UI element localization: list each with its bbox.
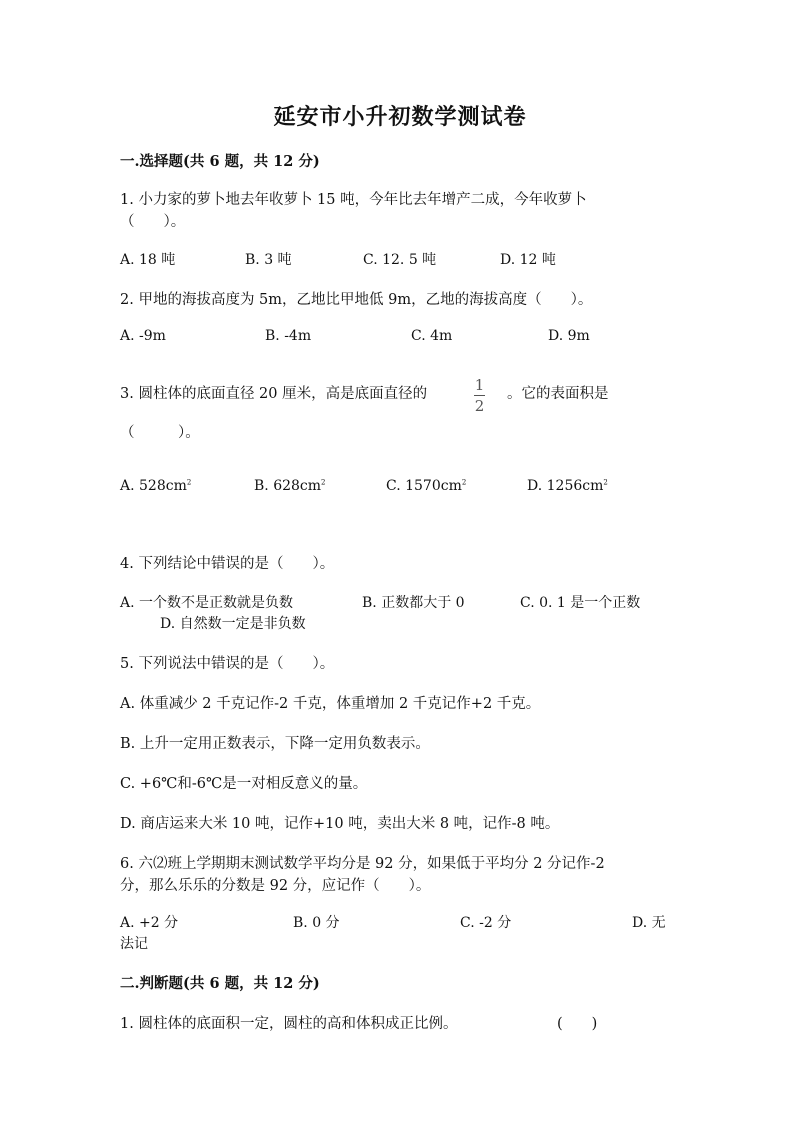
q5-option-b: B. 上升一定用正数表示，下降一定用负数表示。 bbox=[120, 736, 430, 752]
q2-option-d: D. 9m bbox=[548, 328, 590, 344]
question-3-text: 3. 圆柱体的底面直径 20 厘米，高是底面直径的 bbox=[120, 386, 428, 402]
question-1-bracket: （ ）。 bbox=[120, 214, 186, 230]
fraction-one-half bbox=[474, 375, 485, 415]
q2-option-a: A. -9m bbox=[120, 328, 166, 344]
q5-option-d: D. 商店运来大米 10 吨，记作+10 吨，卖出大米 8 吨，记作-8 吨。 bbox=[120, 816, 560, 832]
section-heading-judgment: 二.判断题(共 6 题，共 12 分) bbox=[120, 975, 320, 992]
q3-option-d-label: D. 1256cm bbox=[527, 478, 604, 494]
fraction-bar bbox=[474, 395, 485, 396]
judgment-1-bracket: ( ) bbox=[557, 1016, 598, 1032]
q3-option-d-sup: 2 bbox=[603, 478, 608, 487]
q5-option-c: C. +6℃和-6℃是一对相反意义的量。 bbox=[120, 776, 368, 792]
question-6-text: 6. 六⑵班上学期期末测试数学平均分是 92 分，如果低于平均分 2 分记作-2 bbox=[120, 856, 605, 872]
page-title: 延安市小升初数学测试卷 bbox=[273, 104, 527, 130]
q3-option-b bbox=[254, 478, 326, 494]
q3-option-c-label: C. 1570cm bbox=[386, 478, 462, 494]
q4-option-d: D. 自然数一定是非负数 bbox=[160, 616, 306, 632]
q3-option-b-label: B. 628cm bbox=[254, 478, 322, 494]
q1-option-a: A. 18 吨 bbox=[120, 252, 176, 268]
question-3-bracket: （ ）。 bbox=[120, 425, 200, 441]
q3-option-a bbox=[120, 478, 191, 494]
q5-option-a: A. 体重减少 2 千克记作-2 千克，体重增加 2 千克记作+2 千克。 bbox=[120, 696, 541, 712]
q3-option-b-sup: 2 bbox=[321, 478, 326, 487]
q3-option-a-sup: 2 bbox=[186, 478, 192, 487]
q6-option-b: B. 0 分 bbox=[293, 915, 340, 931]
q2-option-c: C. 4m bbox=[411, 328, 453, 344]
q4-option-b: B. 正数都大于 0 bbox=[362, 595, 465, 611]
q1-option-c: C. 12. 5 吨 bbox=[363, 252, 437, 268]
q1-option-b: B. 3 吨 bbox=[245, 252, 292, 268]
q1-option-d: D. 12 吨 bbox=[500, 252, 556, 268]
q3-option-c-sup: 2 bbox=[461, 478, 467, 487]
q6-option-d: D. 无 bbox=[632, 915, 666, 931]
question-4-text: 4. 下列结论中错误的是（ ）。 bbox=[120, 556, 335, 572]
question-2-text: 2. 甲地的海拔高度为 5m，乙地比甲地低 9m，乙地的海拔高度（ ）。 bbox=[120, 292, 593, 308]
question-5-text: 5. 下列说法中错误的是（ ）。 bbox=[120, 656, 335, 672]
q4-option-a: A. 一个数不是正数就是负数 bbox=[120, 595, 294, 611]
q3-option-a-label: A. 528cm bbox=[120, 478, 187, 494]
q6-option-d-wrap: 法记 bbox=[120, 936, 148, 952]
q3-option-d bbox=[527, 478, 608, 494]
question-1-text: 1. 小力家的萝卜地去年收萝卜 15 吨，今年比去年增产二成，今年收萝卜 bbox=[120, 192, 587, 208]
q6-option-a: A. +2 分 bbox=[120, 915, 179, 931]
question-3-text-end: 。它的表面积是 bbox=[507, 386, 609, 402]
fraction-numerator: 1 bbox=[474, 376, 485, 394]
q2-option-b: B. -4m bbox=[265, 328, 312, 344]
question-6-text-line2: 分，那么乐乐的分数是 92 分，应记作（ ）。 bbox=[120, 878, 431, 894]
fraction-denominator: 2 bbox=[474, 397, 485, 415]
q3-option-c bbox=[386, 478, 466, 494]
q4-option-c: C. 0. 1 是一个正数 bbox=[520, 595, 641, 611]
q6-option-c: C. -2 分 bbox=[460, 915, 512, 931]
judgment-1-text: 1. 圆柱体的底面积一定，圆柱的高和体积成正比例。 bbox=[120, 1016, 458, 1032]
section-heading-choice: 一.选择题(共 6 题，共 12 分) bbox=[120, 153, 320, 170]
